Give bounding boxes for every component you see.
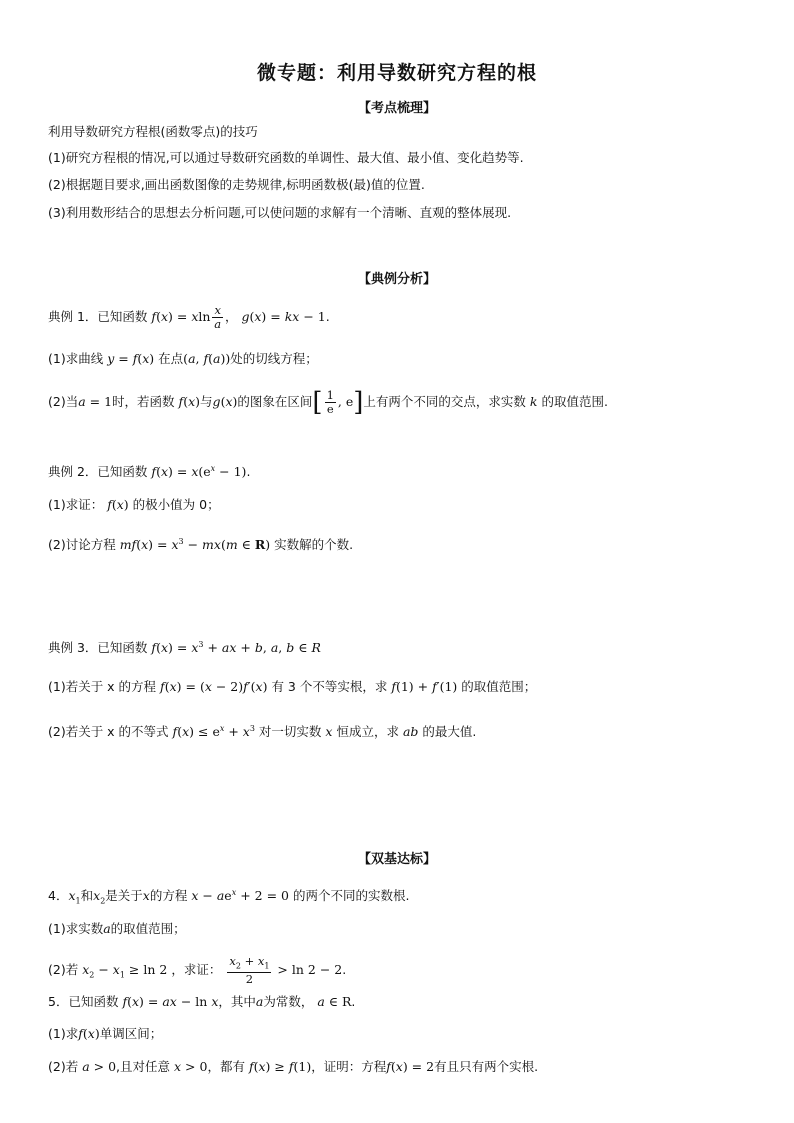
kaodian-line-1: (1)研究方程根的情况,可以通过导数研究函数的单调性、最大值、最小值、变化趋势等. [48,150,524,165]
example-1-intro: 典例 1．已知函数 f(x) = xln $\frac{x}{a}$ ， g(x) = kx − 1. [48,303,330,331]
example-3-part-2: (2)若关于 x 的不等式 $f(x) \le e^x + x^3$ 对一切实数 x 恒成立，求 ab 的最大值. [48,724,477,740]
example-3-intro: 典例 3．已知函数 $f(x) = x^3$ + ax + b, a, b ∈ R [48,640,321,656]
section-heading-dianli: 【典例分析】 [357,272,436,287]
example-1-part-1: (1)求曲线 y = f(x) 在点(a, f(a))处的切线方程； [48,351,318,366]
fraction-x2-plus-x1-over-2: $\frac{x_2 + x_1}{2}$ [229,954,270,987]
kaodian-line-2: (2)根据题目要求,画出函数图像的走势规律,标明函数极(最)值的位置. [48,177,425,192]
fraction-x-over-a: $\frac{x}{a}$ [214,303,222,331]
question-5-intro: 5．已知函数 f(x) = ax − ln x，其中a为常数， a ∈ R. [48,994,356,1009]
kaodian-line-0: 利用导数研究方程根(函数零点)的技巧 [48,124,258,139]
example-3-part-1: (1)若关于 x 的方程 f(x) = (x − 2)f′(x) 有 3 个不等实根，求 f(1) + f′(1) 的取值范围； [48,679,537,694]
kaodian-line-3: (3)利用数形结合的思想去分析问题,可以使问题的求解有一个清晰、直观的整体展现. [48,205,512,220]
example-1-part-2: (2)当a = 1时，若函数 f(x)与g(x)的图象在区间[ $\frac{1}{e}$ , e]上有两个不同的交点，求实数 k 的取值范围. [48,387,608,418]
question-5-part-1: (1)求f(x)单调区间； [48,1026,163,1041]
example-2-part-1: (1)求证： f(x) 的极小值为 0； [48,497,220,512]
example-2-part-2: (2)讨论方程 $mf(x) = x^3 - mx(m$ ∈ R) 实数解的个数. [48,537,354,553]
section-heading-shuangji: 【双基达标】 [357,852,436,867]
question-4-intro: 4．$x_1$和$x_2$是关于x的方程 $x - ae^x + 2 = 0$ 的两个不同的实数根. [48,888,410,906]
fraction-1-over-e: $\frac{1}{e}$ [326,388,334,416]
example-2-intro: 典例 2．已知函数 $f(x) = x(e^x - 1)$. [48,464,251,480]
page-title: 微专题：利用导数研究方程的根 [256,62,537,84]
section-heading-kaodian: 【考点梳理】 [357,101,436,116]
question-4-part-1: (1)求实数a的取值范围； [48,921,186,936]
question-4-part-2: (2)若 $x_2 - x_1 \ge \ln 2$ ，求证： $\frac{x_2 + x_1}{2}$ > ln 2 − 2. [48,954,347,987]
question-5-part-2: (2)若 a > 0,且对任意 x > 0，都有 f(x) ≥ f(1)，证明：方程f(x) = 2有且只有两个实根. [48,1059,539,1074]
